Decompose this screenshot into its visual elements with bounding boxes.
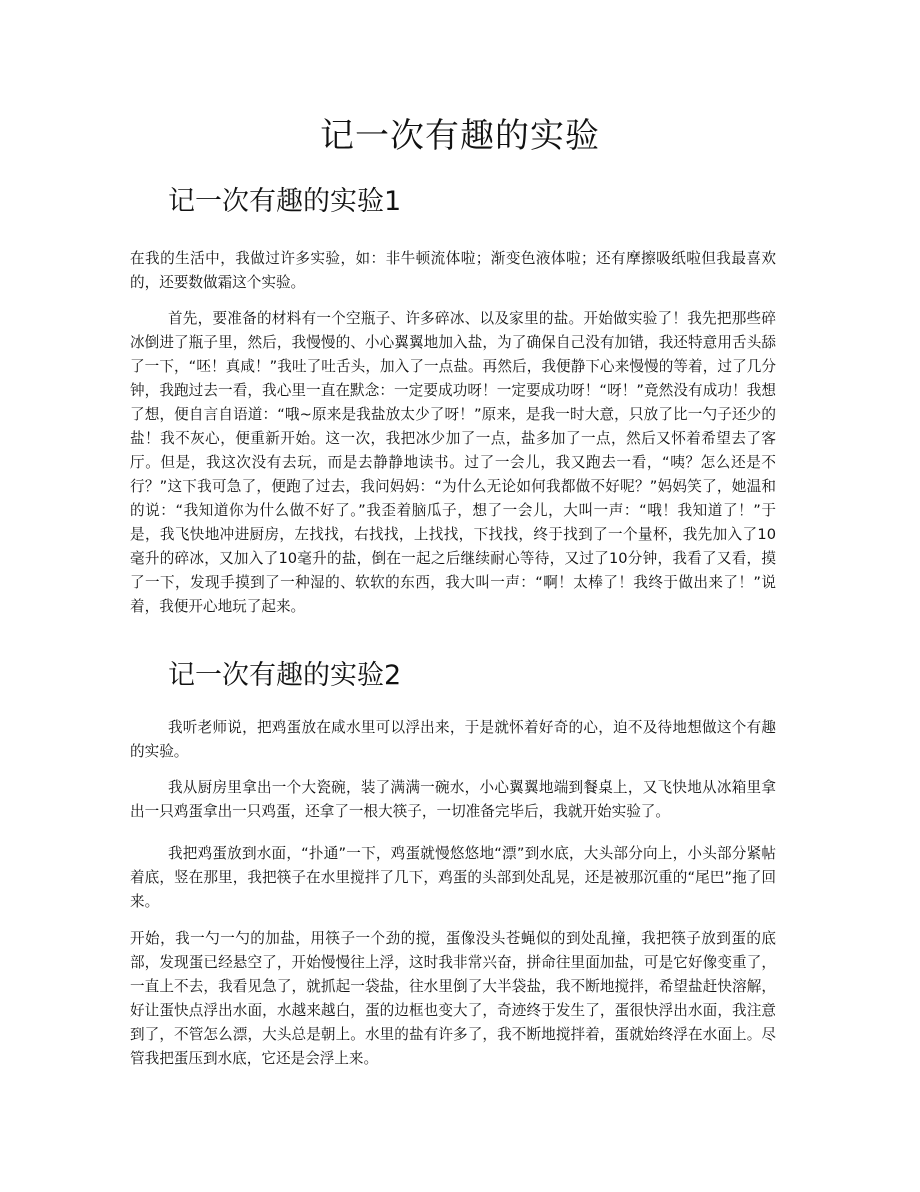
paragraph-intro: 在我的生活中，我做过许多实验，如：非牛顿流体啦；渐变色液体啦；还有摩擦吸纸啦但我最喜欢的，还要数做霜这个实验。: [130, 250, 776, 291]
paragraph-experiment-2-first-try: 我把鸡蛋放到水面，“扑通”一下，鸡蛋就慢悠悠地“漂”到水底，大头部分向上，小头部分紧帖着底，竖在那里，我把筷子在水里搅拌了几下，鸡蛋的头部到处乱晃，还是被那沉重的“尾巴”拖了回来。: [130, 845, 776, 910]
paragraph-experiment-2-intro: 我听老师说，把鸡蛋放在咸水里可以浮出来，于是就怀着好奇的心，迫不及待地想做这个有趣的实验。: [130, 719, 776, 760]
document-title: 记一次有趣的实验: [320, 116, 600, 156]
paragraph-experiment-2-preparation: 我从厨房里拿出一个大瓷碗，装了满满一碗水，小心翼翼地端到餐桌上，又飞快地从冰箱里拿出一只鸡蛋拿出一只鸡蛋，还拿了一根大筷子，一切准备完毕后，我就开始实验了。: [130, 779, 776, 820]
paragraph-experiment-2-result: 开始，我一勺一勺的加盐，用筷子一个劲的搅，蛋像没头苍蝇似的到处乱撞，我把筷子放到蛋的底部，发现蛋已经悬空了，开始慢慢往上浮，这时我非常兴奋，拼命往里面加盐，可是它好像变重了，一直上不去，我看见急了，就抓起一袋盐，往水里倒了大半袋盐，我不断地搅拌，希望盐赶快溶解，好让蛋快点浮出水面，水越来越白，蛋的边框也变大了，奇迹终于发生了，蛋很快浮出水面，我注意到了，不管怎么漂，大头总是朝上。水里的盐有许多了，我不断地搅拌着，蛋就始终浮在水面上。尽管我把蛋压到水底，它还是会浮上来。: [130, 930, 776, 1067]
section-heading-1: 记一次有趣的实验1: [168, 186, 402, 217]
paragraph-experiment-1-body: 首先，要准备的材料有一个空瓶子、许多碎冰、以及家里的盐。开始做实验了！我先把那些碎冰倒进了瓶子里，然后，我慢慢的、小心翼翼地加入盐，为了确保自己没有加错，我还特意用舌头舔了一下，“呸！真咸！”我吐了吐舌头，加入了一点盐。再然后，我便静下心来慢慢的等着，过了几分钟，我跑过去一看，我心里一直在默念：一定要成功呀！一定要成功呀！“呀！”竟然没有成功！我想了想，便自言自语道：“哦~原来是我盐放太少了呀！”原来，是我一时大意，只放了比一勺子还少的盐！我不灰心，便重新开始。这一次，我把冰少加了一点，盐多加了一点，然后又怀着希望去了客厅。但是，我这次没有去玩，而是去静静地读书。过了一会儿，我又跑去一看，“咦？怎么还是不行？”这下我可急了，便跑了过去，我问妈妈：“为什么无论如何我都做不好呢？”妈妈笑了，她温和的说：“我知道你为什么做不好了。”我歪着脑瓜子，想了一会儿，大叫一声：“哦！我知道了！”于是，我飞快地冲进厨房，左找找，右找找，上找找，下找找，终于找到了一个量杯，我先加入了10毫升的碎冰，又加入了10毫升的盐，倒在一起之后继续耐心等待，又过了10分钟，我看了又看，摸了一下，发现手摸到了一种湿的、软软的东西，我大叫一声：“啊！太棒了！我终于做出来了！”说着，我便开心地玩了起来。: [130, 310, 776, 615]
section-heading-2: 记一次有趣的实验2: [168, 660, 402, 691]
